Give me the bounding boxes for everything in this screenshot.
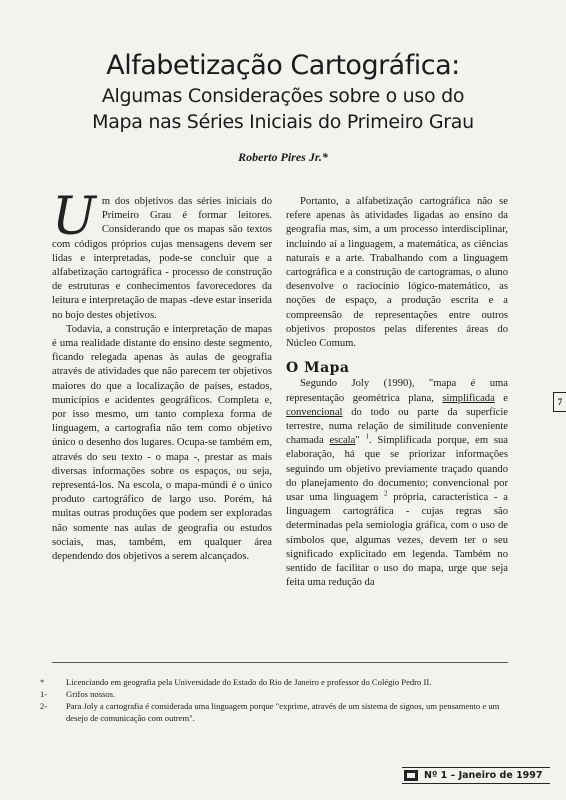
title-block — [0, 50, 566, 134]
article-subtitle-line-1: Algumas Considerações sobre o uso do — [101, 85, 465, 107]
left-paragraph-2: Todavia, a construção e interpretação de mapas é uma realidade distante do ensino deste segmento, ficando relegada apenas às aulas de geografia através de atividades que não parecem ter objetivos maiores do que a localização de países, estados, municípios e acidentes geográficos. Completa e, por isso mesmo, um tanto complexa forma de linguagem, a cartografia não tem como objetivo único o desenho dos lugares. Ocupa-se também em, através do seu texto - o mapa -, prestar as mais diversas informações sobre os espaços, ou seja, representá-los. Na escola, o mapa-múndi é o único produto cartográfico de largo uso. Porém, há muitas outras produções que podem ser exploradas não somente nas aulas de geografia ou estudos sociais, mas, também, em qualquer área dependendo dos objetivos a serem alcançados. — [52, 323, 272, 563]
footnote-ref-2[interactable]: 2 — [383, 489, 388, 498]
text-span: própria, característica - a linguagem cartográfica - cujas regras são determinadas pela semiologia gráfica, com o uso de símbolos que, algumas vezes, devem ter o seu significado explicitado em legenda. Também no sentido de facilitar o uso do mapa, urge que seja feita uma redução da — [286, 492, 508, 589]
footnote-mark: * — [40, 677, 45, 687]
footnote-text: Para Joly a cartografia é considerada uma linguagem porque "exprime, através de um sistema de signos, um pensamento e um desejo de comunicação com outrem". — [66, 701, 500, 723]
author-name: Roberto Pires Jr.* — [238, 150, 328, 164]
section-heading: O Mapa — [286, 360, 350, 377]
left-paragraph-1 — [52, 187, 272, 323]
issue-footer — [402, 767, 550, 784]
right-paragraph-1: Portanto, a alfabetização cartográfica não se refere apenas às atividades ligadas ao ensino da geografia mas, sim, a um processo interdisciplinar, incluindo aí a linguagem, a matemática, as ciências naturais e a arte. Trabalhando com a linguagem cartográfica e a construção de cartogramas, o aluno desenvolve o raciocínio lógico-matemático, as noções de espaço, a produção escrita e a compreensão de representações entre outros objetivos propostos pelas diferentes áreas do Núcleo Comum. — [286, 196, 508, 350]
underlined-term: simplificada — [442, 392, 495, 404]
text-span: e — [494, 392, 508, 404]
issue-label: Nº 1 – Janeiro de 1997 — [424, 770, 543, 781]
footnote-mark: 1- — [40, 689, 48, 699]
footnote — [40, 688, 520, 700]
article-subtitle-line-2: Mapa nas Séries Iniciais do Primeiro Grau — [92, 111, 474, 133]
right-column — [286, 195, 508, 590]
footnotes — [40, 676, 520, 724]
footnote — [40, 676, 520, 688]
journal-logo-icon — [404, 770, 418, 781]
footnote — [40, 700, 520, 724]
page-edge-tab: 7 — [553, 392, 566, 412]
text-span: Segundo Joly (1990), "mapa é uma representação geométrica plana, — [286, 378, 508, 404]
left-column — [52, 187, 272, 564]
underlined-term: escala — [329, 435, 356, 447]
underlined-term: convencional — [286, 406, 343, 418]
left-paragraph-1-text: m dos objetivos das séries iniciais do Primeiro Grau é formar leitores. Considerando que os mapas são textos com códigos próprios cujas mensagens devem ser lidas e interpretadas, pode-se concluir que a alfabetização cartográfica - processo de construção de estruturas e conhecimentos favorecedores da leitura e interpretação de mapas -deve estar inserida no bojo destes objetivos. — [52, 196, 272, 321]
text-span: do todo ou parte da superfície terrestre, numa relação de similitude conveniente chamada — [286, 406, 508, 447]
footnote-text: Licenciando em geografia pela Universidade do Estado do Rio de Janeiro e professor do Colégio Pedro II. — [66, 677, 432, 687]
footnote-divider — [52, 662, 508, 663]
footnote-ref-1[interactable]: 1 — [365, 432, 369, 441]
text-span: . Simplificada porque, em sua elaboração, há que se priorizar informações seguindo um objetivo previamente traçado quando do planejamento do documento; convencional por usar uma linguagem — [286, 435, 508, 504]
text-span: " — [355, 435, 366, 447]
drop-cap: U — [52, 187, 96, 247]
right-paragraph-2 — [286, 377, 508, 590]
footnote-text: Grifos nossos. — [66, 689, 116, 699]
footnote-mark: 2- — [40, 701, 48, 711]
article-title: Alfabetização Cartográfica: — [106, 50, 460, 81]
